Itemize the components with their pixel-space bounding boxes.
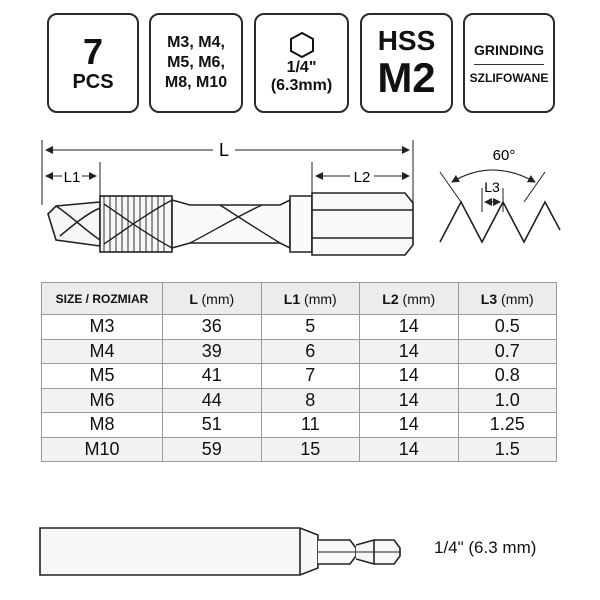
material-type: HSS (377, 25, 436, 56)
hex-size-inch: 1/4" (286, 59, 317, 76)
sizes-line-3: M8, M10 (164, 74, 228, 91)
header-l: L (mm) (163, 283, 262, 315)
thread-pitch-label: L3 (484, 179, 500, 195)
finish-english: GRINDING (474, 41, 544, 58)
dimension-l1 (46, 162, 100, 205)
drill-bit-outline (48, 193, 413, 255)
table-row: M4 39 6 14 0.7 (42, 339, 557, 364)
table-row: M8 51 11 14 1.25 (42, 413, 557, 438)
header-l1: L1 (mm) (261, 283, 360, 315)
specification-table (41, 282, 557, 462)
pieces-label: PCS (72, 71, 114, 93)
dim-label-l2: L2 (353, 169, 371, 186)
pieces-count: 7 (82, 31, 104, 72)
finish-polish: SZLIFOWANE (469, 70, 549, 85)
table-row: M3 36 5 14 0.5 (42, 315, 557, 340)
table-row: M6 44 8 14 1.0 (42, 388, 557, 413)
header-l2: L2 (mm) (360, 283, 459, 315)
material-grade: M2 (377, 54, 436, 101)
hex-size-mm: (6.3mm) (270, 77, 333, 94)
dim-label-l1: L1 (63, 169, 81, 186)
header-l3: L3 (mm) (458, 283, 557, 315)
hex-shank-drawing (40, 528, 400, 575)
table-row: M10 59 15 14 1.5 (42, 437, 557, 462)
sizes-line-1: M3, M4, (167, 34, 225, 51)
thread-angle-label: 60° (492, 147, 516, 164)
dim-label-l: L (218, 140, 230, 160)
shank-size-label: 1/4" (6.3 mm) (434, 538, 537, 557)
thread-profile (440, 147, 560, 242)
table-header-row (42, 283, 557, 315)
sizes-line-2: M5, M6, (167, 54, 225, 71)
table-row: M5 41 7 14 0.8 (42, 364, 557, 389)
header-size: SIZE / ROZMIAR (42, 283, 163, 315)
